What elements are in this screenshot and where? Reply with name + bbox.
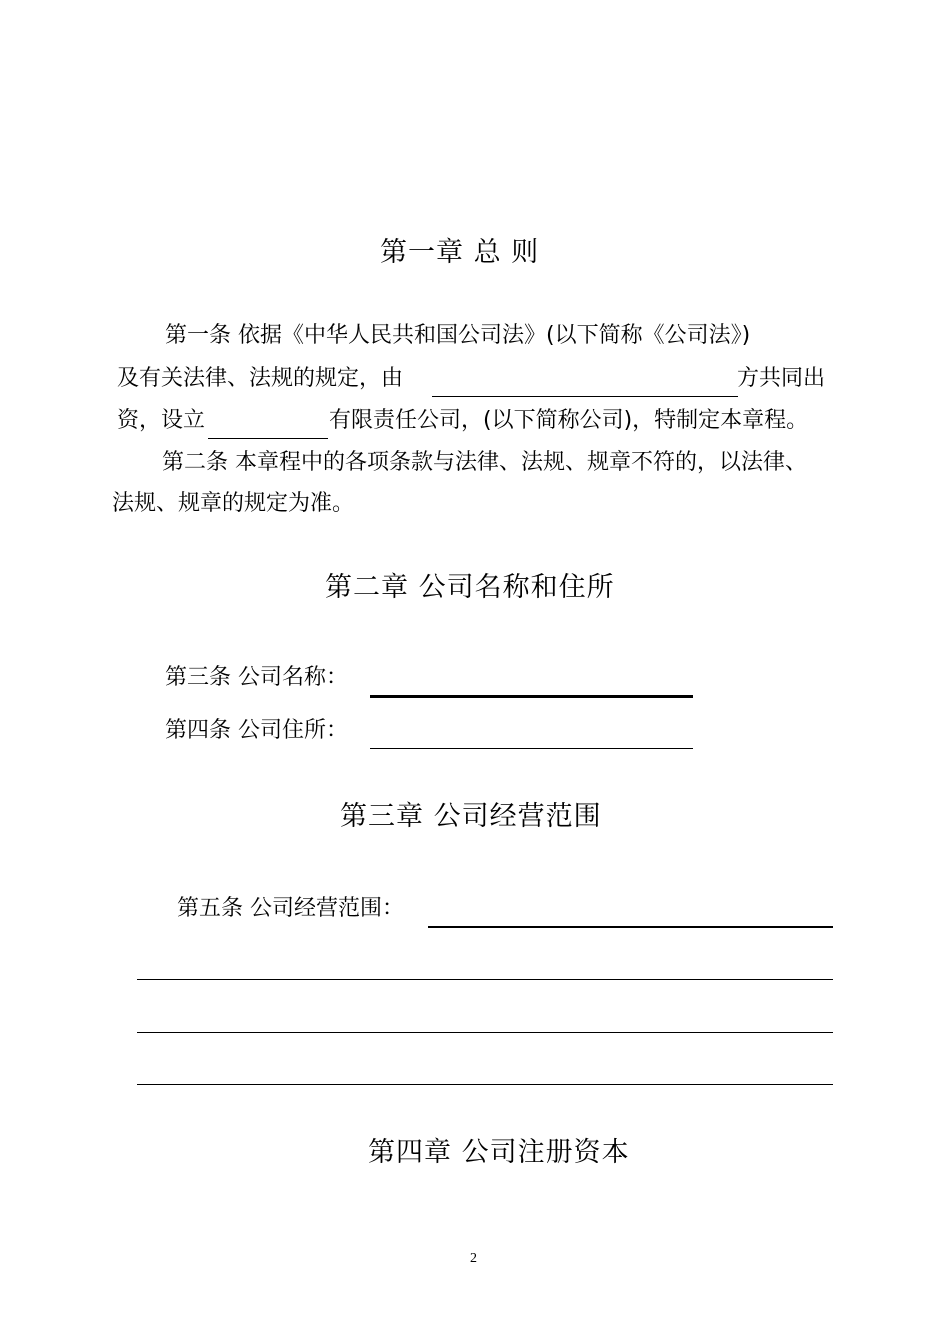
- article-2-line-2: 法规、规章的规定为准。: [112, 491, 355, 516]
- chapter-1-title: 第一章 总 则: [380, 237, 540, 268]
- article-5-label: 第五条 公司经营范围：: [177, 896, 404, 921]
- blank-company-name: [208, 438, 328, 439]
- article-1-line-2a: 及有关法律、法规的规定，由: [117, 366, 404, 391]
- business-scope-blank-3: [137, 1032, 833, 1033]
- business-scope-blank-2: [137, 979, 833, 980]
- article-4-label: 第四条 公司住所：: [165, 718, 348, 743]
- blank-parties: [432, 396, 738, 397]
- article-2-line-1: 第二条 本章程中的各项条款与法律、法规、规章不符的，以法律、: [162, 450, 807, 475]
- chapter-3-title: 第三章 公司经营范围: [340, 801, 602, 832]
- article-1-line-3b: 有限责任公司，(以下简称公司)，特制定本章程。: [329, 408, 809, 433]
- article-1-line-3a: 资，设立: [117, 408, 206, 433]
- article-1-line-2b: 方共同出: [737, 366, 826, 391]
- company-address-blank: [370, 748, 693, 749]
- chapter-4-title: 第四章 公司注册资本: [368, 1137, 630, 1168]
- chapter-2-title: 第二章 公司名称和住所: [325, 572, 615, 603]
- page-number: 2: [470, 1251, 477, 1266]
- business-scope-blank-4: [137, 1084, 833, 1085]
- business-scope-blank-1: [428, 926, 833, 928]
- article-1-line-1: 第一条 依据《中华人民共和国公司法》(以下简称《公司法》): [165, 323, 751, 348]
- article-3-label: 第三条 公司名称：: [165, 665, 348, 690]
- company-name-blank: [370, 695, 693, 698]
